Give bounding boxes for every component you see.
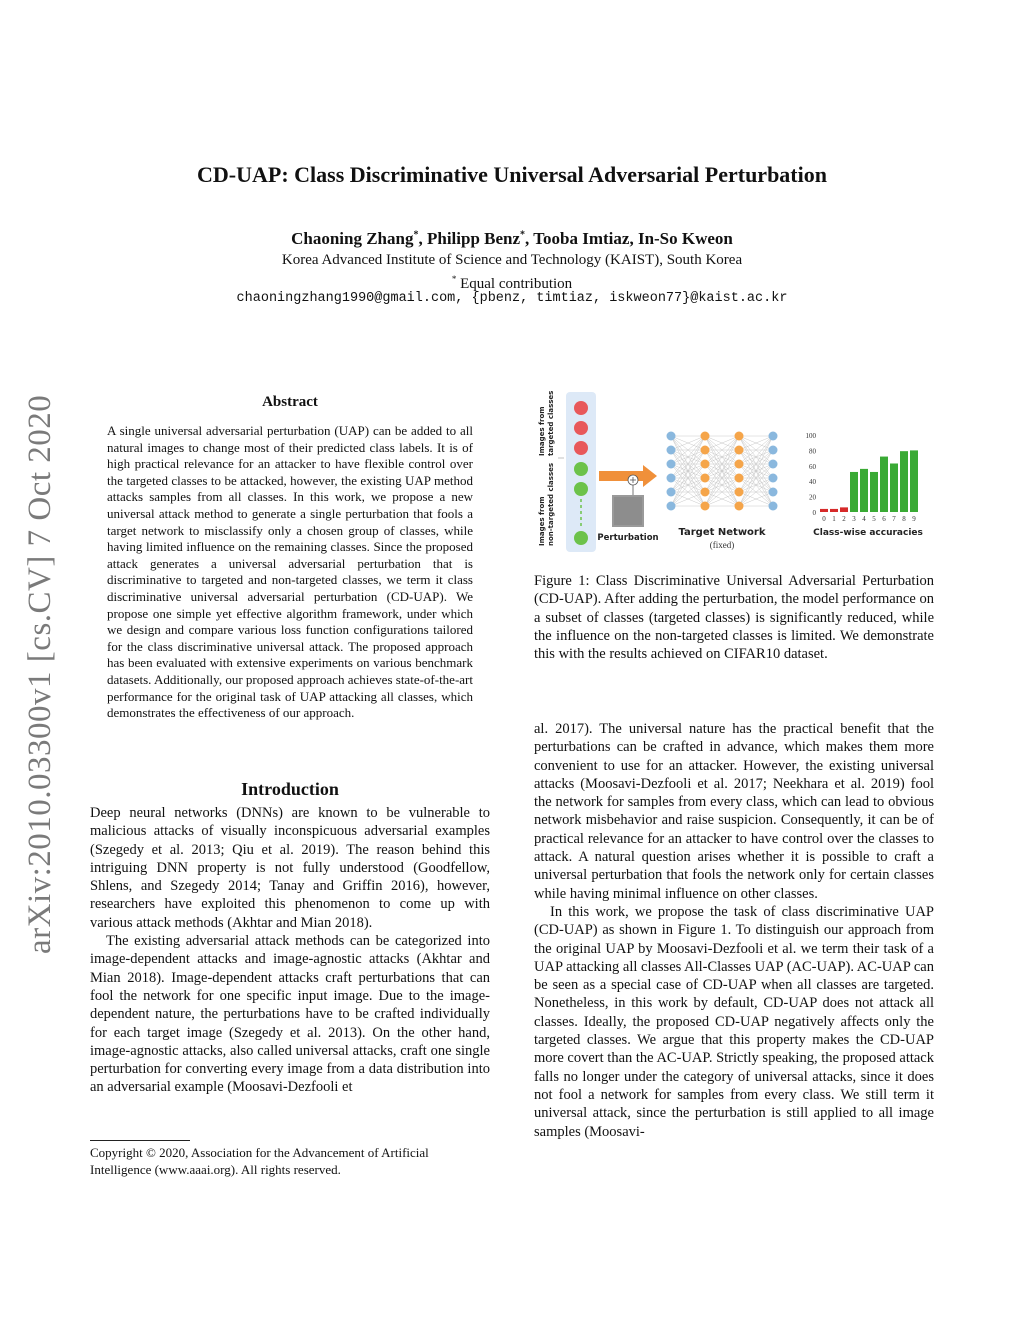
abstract-heading: Abstract [262, 394, 318, 410]
network-node [667, 432, 676, 441]
x-tick-label: 8 [902, 515, 906, 523]
y-tick-label: 80 [809, 447, 816, 456]
network-node [769, 446, 778, 455]
right-paragraph-1: al. 2017). The universal nature has the practical benefit that the perturbations can be crafted in advance, which makes them more convenient to use for an attacker. However, the existing universal attacks (Moosavi-Dezfooli et al. 2017; Neekhara et al. 2019) fool the network for samples from every class, which can lead to obvious network misbehavior and raise suspicion. Consequently, it can be of practical relevance for an attacker to have control over the classes to attack. A natural question arises whether it is possible to craft a universal perturbation that fools the network only for certain classes while having minimal influence on other classes. [534, 721, 934, 902]
x-tick-label: 5 [872, 515, 876, 523]
x-tick-label: 6 [882, 515, 886, 523]
x-tick-label: 4 [862, 515, 866, 523]
accuracy-bar [910, 450, 918, 512]
author-list: Chaoning Zhang*, Philipp Benz*, Tooba Imtiaz, In-So Kweon [291, 229, 733, 248]
network-node [769, 502, 778, 511]
target-network-label: Target Network [678, 527, 766, 538]
network-node [667, 446, 676, 455]
author-mark: * [520, 229, 526, 241]
introduction-body [90, 804, 490, 1097]
figure-1-diagram [533, 388, 933, 558]
nontargeted-image-node [574, 531, 588, 545]
equal-contribution-mark: * [451, 274, 457, 284]
nontargeted-image-node [574, 462, 588, 476]
accuracy-bar [860, 469, 868, 512]
figure-1 [533, 388, 933, 558]
accuracy-bar [880, 457, 888, 512]
target-network-graph [667, 432, 778, 511]
targeted-image-node [574, 441, 588, 455]
figure-1-caption: Figure 1: Class Discriminative Universal Adversarial Perturbation (CD-UAP). After adding the perturbation, the model performance on a subset of classes (targeted classes) is significantly reduced, while the influence on the non-targeted classes is limited. We demonstrate this with the results achieved on CIFAR10 dataset. [534, 573, 934, 663]
y-tick-label: 20 [809, 493, 816, 502]
x-tick-label: 3 [852, 515, 856, 523]
network-node [701, 502, 710, 511]
label-nontargeted-line1: Images from [538, 496, 546, 546]
network-node [667, 502, 676, 511]
y-tick-label: 60 [809, 462, 816, 471]
author-name: In-So Kweon [637, 229, 733, 248]
targeted-image-node [574, 401, 588, 415]
chart-title: Class-wise accuracies [813, 528, 923, 538]
target-network-sublabel: (fixed) [709, 540, 735, 550]
y-tick-label: 0 [812, 509, 816, 517]
accuracy-bar [890, 463, 898, 512]
network-node [701, 432, 710, 441]
x-tick-label: 7 [892, 515, 896, 523]
network-node [769, 474, 778, 483]
right-paragraph-2: In this work, we propose the task of class discriminative UAP (CD-UAP) as shown in Figure 1. To distinguish our approach from the original UAP by Moosavi-Dezfooli et al. we term their task of a UAP attacking all classes All-Classes UAP (AC-UAP). AC-UAP can be seen as a special case of CD-UAP when all classes are targeted. Nonetheless, in this work by default, CD-UAP does not attack all classes. Ideally, the proposed CD-UAP negatively affects only the targeted classes. We argue that this property makes the CD-UAP more covert than the AC-UAP. Strictly speaking, the proposed attack falls no longer under the category of universal attacks, since it does not fool a network for samples from every class. We still term it universal attack, since the perturbation is still applied to all image samples (Moosavi- [534, 903, 934, 1140]
x-tick-label: 9 [912, 515, 916, 523]
network-node [701, 488, 710, 497]
perturbation-noise [614, 497, 642, 525]
label-nontargeted-line2: non-targeted classes [547, 462, 555, 546]
network-node [769, 460, 778, 469]
network-node [769, 488, 778, 497]
network-node [667, 474, 676, 483]
author-mark: * [413, 229, 419, 241]
author-emails: chaoningzhang1990@gmail.com, {pbenz, timtiaz, iskweon77}@kaist.ac.kr [236, 291, 788, 306]
paper-title: CD-UAP: Class Discriminative Universal Adversarial Perturbation [197, 162, 827, 187]
author-name: Chaoning Zhang [291, 229, 414, 248]
network-node [735, 446, 744, 455]
arxiv-stamp: arXiv:2010.03300v1 [cs.CV] 7 Oct 2020 [22, 394, 58, 954]
class-accuracy-chart [806, 432, 919, 523]
equal-contribution-text: Equal contribution [460, 276, 573, 292]
network-node [735, 432, 744, 441]
label-targeted-line1: Images from [538, 406, 546, 456]
network-node [701, 474, 710, 483]
network-node [667, 488, 676, 497]
x-tick-label: 0 [822, 515, 826, 523]
network-node [667, 460, 676, 469]
affiliation-block [0, 251, 1024, 294]
network-node [769, 432, 778, 441]
introduction-heading: Introduction [241, 779, 339, 799]
introduction-paragraph-2: The existing adversarial attack methods can be categorized into image-dependent attacks and image-agnostic attacks (Akhtar and Mian 2018). Image-dependent attacks craft perturbations that can fool the network for one specific input image. Due to the image-dependent nature, the perturbations have to be crafted individually for each target image (Szegedy et al. 2013). On the other hand, image-agnostic attacks, also called universal attacks, craft one single perturbation for converting every image from a data distribution into an adversarial example (Moosavi-Dezfooli et [90, 933, 490, 1096]
x-tick-label: 1 [832, 515, 836, 523]
network-node [701, 460, 710, 469]
network-node [735, 488, 744, 497]
accuracy-bar [870, 472, 878, 512]
accuracy-bar [820, 509, 828, 512]
network-node [735, 460, 744, 469]
nontargeted-image-node [574, 482, 588, 496]
input-arrow [599, 465, 657, 487]
y-tick-label: 100 [805, 432, 816, 440]
y-tick-label: 40 [809, 478, 816, 487]
accuracy-bar [850, 472, 858, 512]
copyright-footnote: Copyright © 2020, Association for the Advancement of Artificial Intelligence (www.aaai.org). All rights reserved. [90, 1145, 429, 1177]
footnote-rule [90, 1140, 190, 1141]
network-node [701, 446, 710, 455]
author-name: Tooba Imtiaz [533, 229, 630, 248]
targeted-image-node [574, 421, 588, 435]
abstract-text: A single universal adversarial perturbation (UAP) can be added to all natural images to change most of their predicted class labels. It is of high practical relevance for an attacker to have flexible control over the targeted classes to be attacked, however, the existing UAP method attacks samples from all classes. In this work, we propose a new universal attack method to generate a single perturbation that fools a target network to misclassify only a chosen group of classes, while having limited influence on the remaining classes. Since the proposed attack generates a universal adversarial perturbation that is discriminative to targeted and non-targeted classes, we term it class discriminative universal adversarial perturbation (CD-UAP). We propose one simple yet effective algorithm framework, under which we design and compare various loss function configurations tailored for the class discriminative universal attack. The proposed approach has been evaluated with extensive experiments on various benchmark datasets. Additionally, our proposed approach achieves state-of-the-art performance for the original task of UAP attacking all classes, which demonstrates the effectiveness of our approach. [107, 423, 473, 721]
x-tick-label: 2 [842, 515, 846, 523]
affiliation: Korea Advanced Institute of Science and Technology (KAIST), South Korea [281, 252, 743, 268]
perturbation-label: Perturbation [597, 533, 659, 543]
introduction-paragraph-1: Deep neural networks (DNNs) are known to be vulnerable to malicious attacks of visually inconspicuous adversarial examples (Szegedy et al. 2013; Qiu et al. 2019). The reason behind this intriguing DNN property is not fully understood (Goodfellow, Shlens, and Szegedy 2014; Tanay and Griffin 2016), however, researchers have exploited this phenomenon to come up with various attack methods (Akhtar and Mian 2018). [90, 805, 490, 931]
network-node [735, 474, 744, 483]
author-name: Philipp Benz [426, 229, 521, 248]
label-targeted-line2: targeted classes [547, 390, 555, 456]
accuracy-bar [840, 507, 848, 512]
network-node [735, 502, 744, 511]
accuracy-bar [900, 451, 908, 512]
right-column-body [534, 720, 934, 1141]
accuracy-bar [830, 509, 838, 512]
